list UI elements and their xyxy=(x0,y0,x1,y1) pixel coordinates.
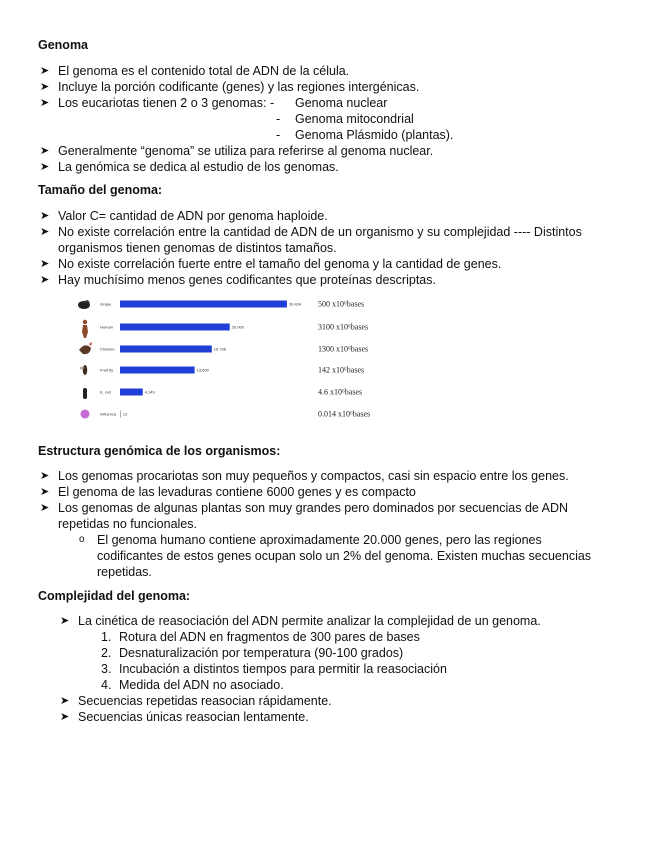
category-label: Human xyxy=(100,324,113,330)
human-icon xyxy=(82,320,88,338)
fruit-fly-icon xyxy=(80,365,88,375)
bullet-arrow-icon: ➤ xyxy=(40,274,50,286)
bar xyxy=(120,389,143,396)
tamano-bullet-2: No existe correlación entre la cantidad de ADN de un organismo y su complejidad ---- Distintos xyxy=(58,225,582,239)
complejidad-bullet-2: Secuencias únicas reasocian lentamente. xyxy=(78,710,309,724)
step-number: 1. xyxy=(101,630,112,644)
bullet-arrow-icon: ➤ xyxy=(40,470,50,482)
step-number: 2. xyxy=(101,646,112,660)
genome-type-dash: - xyxy=(276,112,281,126)
genoma-bullet-5: La genómica se dedica al estudio de los genomas. xyxy=(58,160,339,174)
bullet-arrow-icon: ➤ xyxy=(40,210,50,222)
genome-type-nuclear: Genoma nuclear xyxy=(295,96,388,110)
tamano-bullet-3: No existe correlación fuerte entre el tamaño del genoma y la cantidad de genes. xyxy=(58,257,502,271)
bar-value-label: 16,736 xyxy=(213,346,227,352)
step-number: 3. xyxy=(101,662,112,676)
bar-value-label: 13,600 xyxy=(196,367,209,373)
genome-type-plasmido: Genoma Plásmido (plantas). xyxy=(295,128,454,142)
estructura-bullet-3-cont: repetidas no funcionales. xyxy=(58,517,197,531)
bullet-arrow-icon: ➤ xyxy=(40,502,50,514)
tamano-bullet-4: Hay muchísimo menos genes codificantes que proteínas descriptas. xyxy=(58,273,436,287)
sub-bullet-circle-icon: o xyxy=(79,534,85,545)
chicken-icon xyxy=(79,342,92,354)
section-title-genoma: Genoma xyxy=(38,38,89,52)
category-label: E. coli xyxy=(100,389,111,395)
category-label: Grape xyxy=(100,301,112,307)
genome-size-label: 4.6 x10⁶bases xyxy=(318,387,363,397)
section-title-estructura: Estructura genómica de los organismos: xyxy=(38,444,281,458)
estructura-sub-line-1: El genoma humano contiene aproximadamente 20.000 genes, pero las regiones xyxy=(97,533,542,547)
estructura-sub-line-2: codificantes de estos genes ocupan solo un 2% del genoma. Existen muchas secuencias xyxy=(97,549,592,563)
bar-value-label: 13 xyxy=(122,411,128,417)
complejidad-intro: La cinética de reasociación del ADN permite analizar la complejidad de un genoma. xyxy=(78,614,541,628)
tamano-bullet-1: Valor C= cantidad de ADN por genoma haploide. xyxy=(58,209,328,223)
step-text: Desnaturalización por temperatura (90-100 grados) xyxy=(119,646,404,660)
genome-type-dash: - xyxy=(276,128,281,142)
bar-value-label: 20,000 xyxy=(231,324,244,330)
bar xyxy=(120,411,121,418)
genome-size-label: 1300 x10⁶bases xyxy=(318,344,369,354)
genome-size-chart xyxy=(70,292,390,432)
bar xyxy=(120,346,212,353)
bullet-arrow-icon: ➤ xyxy=(40,145,50,157)
category-label: Influenza xyxy=(100,411,117,417)
estructura-bullet-2: El genoma de las levaduras contiene 6000 genes y es compacto xyxy=(58,485,416,499)
bullet-arrow-icon: ➤ xyxy=(40,258,50,270)
bullet-arrow-icon: ➤ xyxy=(40,161,50,173)
genome-size-label: 0.014 x10⁶bases xyxy=(318,409,371,419)
category-label: Chicken xyxy=(100,346,115,352)
bullet-arrow-icon: ➤ xyxy=(40,81,50,93)
bullet-arrow-icon: ➤ xyxy=(60,695,70,707)
tamano-bullet-2-cont: organismos tienen genomas de distintos tamaños. xyxy=(58,241,337,255)
step-text: Incubación a distintos tiempos para permitir la reasociación xyxy=(119,662,447,676)
e-coli-icon xyxy=(83,388,87,399)
bar-value-label: 30,434 xyxy=(288,301,302,307)
bullet-arrow-icon: ➤ xyxy=(40,65,50,77)
estructura-sub-line-3: repetidas. xyxy=(97,565,152,579)
genome-type-mitocondrial: Genoma mitocondrial xyxy=(295,112,414,126)
section-title-complejidad: Complejidad del genoma: xyxy=(38,589,191,603)
genome-size-chart-svg xyxy=(70,292,390,432)
estructura-bullet-1: Los genomas procariotas son muy pequeños y compactos, casi sin espacio entre los genes. xyxy=(58,469,569,483)
genoma-bullet-2: Incluye la porción codificante (genes) y las regiones intergénicas. xyxy=(58,80,420,94)
genoma-bullet-4: Generalmente “genoma” se utiliza para referirse al genoma nuclear. xyxy=(58,144,434,158)
bullet-arrow-icon: ➤ xyxy=(40,226,50,238)
bar-value-label: 4,149 xyxy=(144,389,155,395)
bar xyxy=(120,324,230,331)
genoma-bullet-1: El genoma es el contenido total de ADN de la célula. xyxy=(58,64,350,78)
bullet-arrow-icon: ➤ xyxy=(60,615,70,627)
bullet-arrow-icon: ➤ xyxy=(40,97,50,109)
complejidad-bullet-1: Secuencias repetidas reasocian rápidamente. xyxy=(78,694,332,708)
estructura-bullet-3: Los genomas de algunas plantas son muy grandes pero dominados por secuencias de ADN xyxy=(58,501,569,515)
genome-size-label: 142 x10⁶bases xyxy=(318,365,365,375)
category-label: Fruit fly xyxy=(100,367,114,373)
bar xyxy=(120,301,287,308)
grape-icon xyxy=(78,300,90,309)
arabidopsis-icon xyxy=(81,410,90,419)
genome-size-label: 500 x10⁶bases xyxy=(318,299,365,309)
bullet-arrow-icon: ➤ xyxy=(60,711,70,723)
step-text: Medida del ADN no asociado. xyxy=(119,678,284,692)
bar xyxy=(120,367,195,374)
step-text: Rotura del ADN en fragmentos de 300 pares de bases xyxy=(119,630,420,644)
section-title-tamano: Tamaño del genoma: xyxy=(38,183,163,197)
bullet-arrow-icon: ➤ xyxy=(40,486,50,498)
step-number: 4. xyxy=(101,678,112,692)
genoma-bullet-3: Los eucariotas tienen 2 o 3 genomas: - xyxy=(58,96,275,110)
genome-size-label: 3100 x10⁶bases xyxy=(318,322,369,332)
